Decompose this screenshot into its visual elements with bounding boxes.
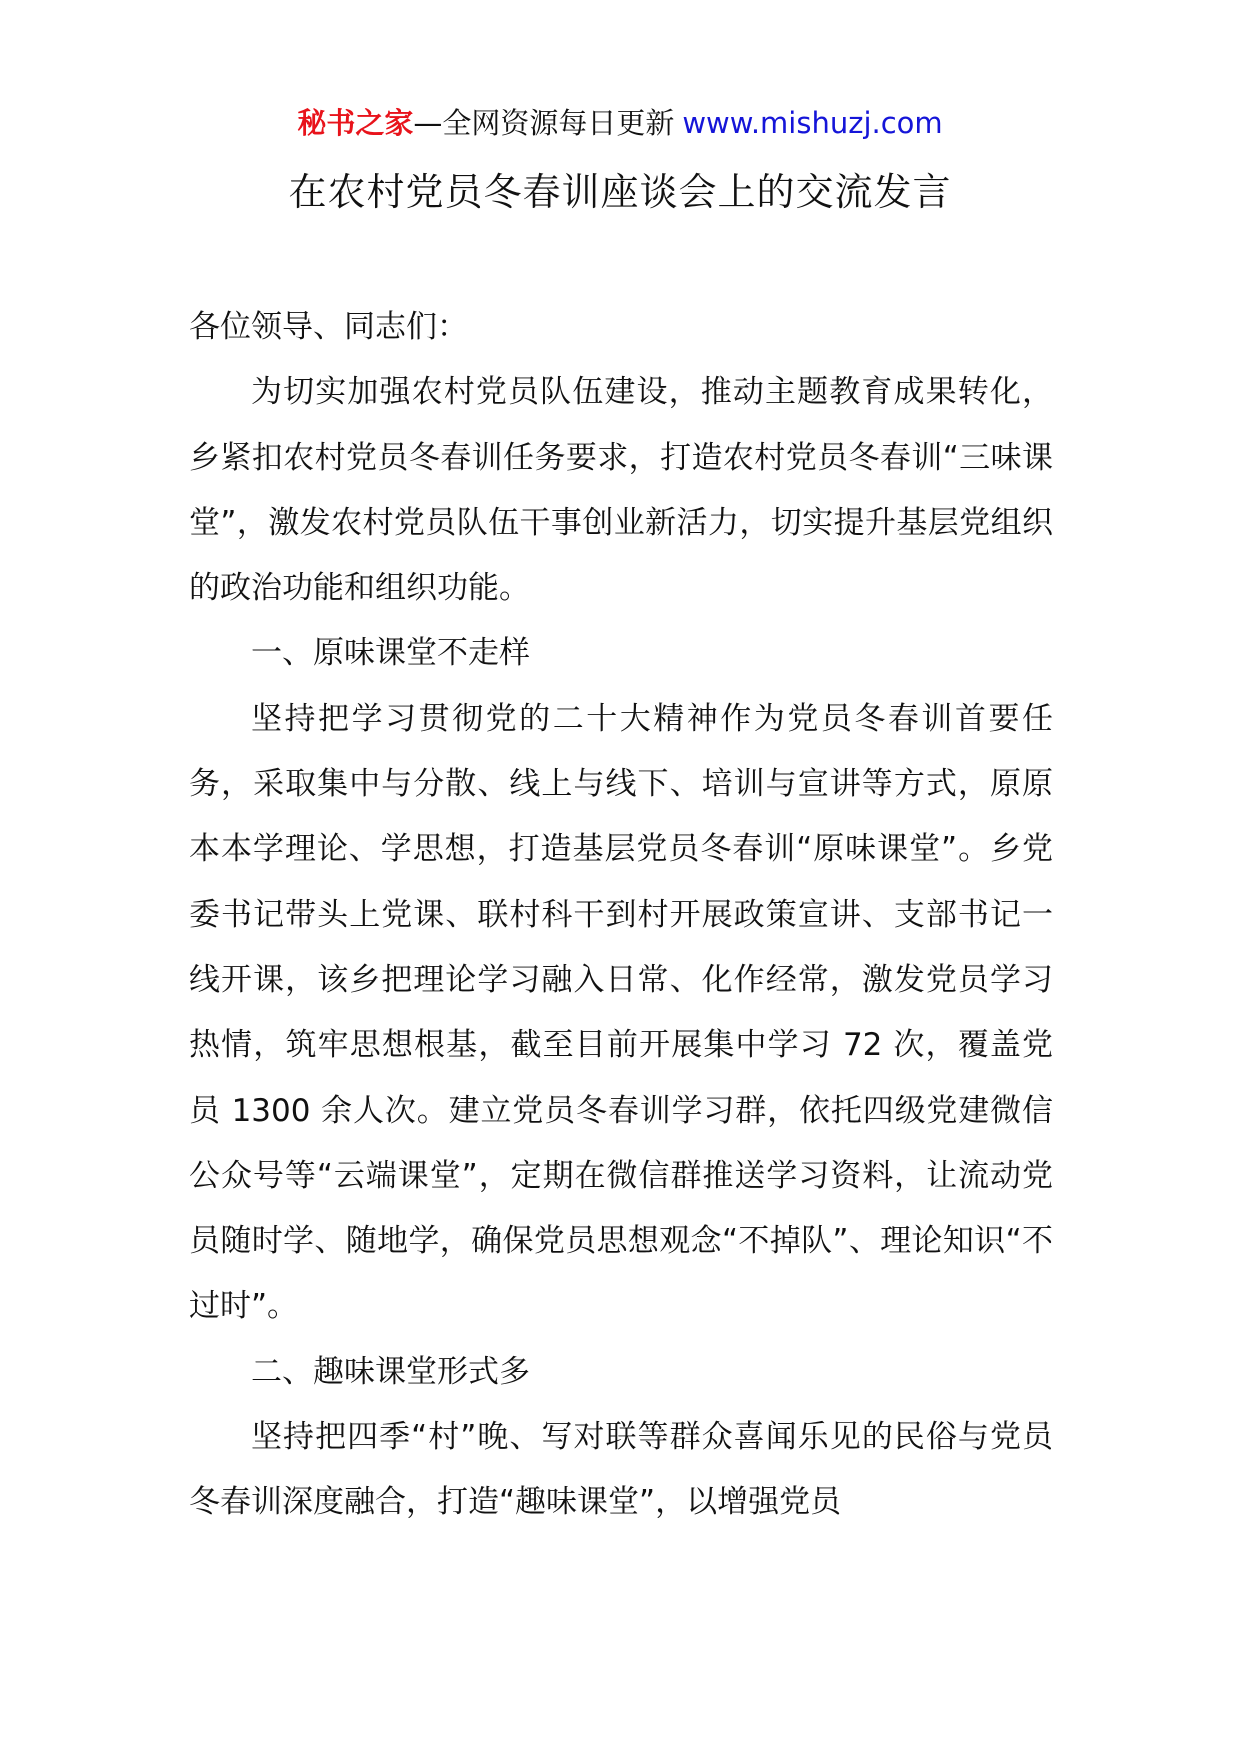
section-1-paragraph: 坚持把学习贯彻党的二十大精神作为党员冬春训首要任务，采取集中与分散、线上与线下、培训与宣讲等方式，原原本本学理论、学思想，打造基层党员冬春训“原味课堂”。乡党委书记带头上党课、联村科干到村开展政策宣讲、支部书记一线开课，该乡把理论学习融入日常、化作经常，激发党员学习热情，筑牢思想根基，截至目前开展集中学习 72 次，覆盖党员 1300 余人次。建立党员冬春训学习群，依托四级党建微信公众号等“云端课堂”，定期在微信群推送学习资料，让流动党员随时学、随地学，确保党员思想观念“不掉队”、理论知识“不过时”。 [189, 700, 1053, 1325]
site-url-link[interactable]: www.mishuzj.com [682, 106, 943, 140]
site-watermark-header [0, 100, 1240, 146]
section-heading-2: 二、趣味课堂形式多 [251, 1353, 530, 1390]
brand-name: 秘书之家 [297, 106, 414, 140]
salutation: 各位领导、同志们： [189, 309, 468, 345]
section-2-paragraph: 坚持把四季“村”晚、写对联等群众喜闻乐见的民俗与党员冬春训深度融合，打造“趣味课堂”，以增强党员 [189, 1419, 1053, 1521]
brand-slogan: —全网资源每日更新 [413, 106, 675, 140]
intro-paragraph: 为切实加强农村党员队伍建设，推动主题教育成果转化，乡紧扣农村党员冬春训任务要求，打造农村党员冬春训“三味课堂”，激发农村党员队伍干事创业新活力，切实提升基层党组织的政治功能和组织功能。 [189, 374, 1053, 607]
document-title: 在农村党员冬春训座谈会上的交流发言 [288, 170, 952, 214]
section-heading-1: 一、原味课堂不走样 [251, 635, 530, 672]
document-body [189, 295, 1053, 1536]
